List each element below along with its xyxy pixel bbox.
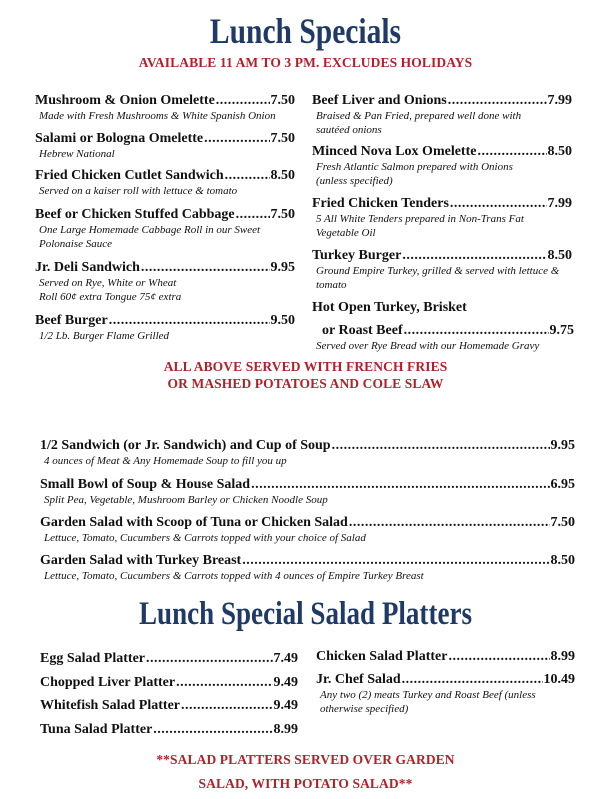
menu-item — [35, 259, 295, 304]
menu-item — [40, 552, 575, 583]
item-price: 8.50 — [270, 168, 295, 183]
item-price: 7.50 — [270, 207, 295, 222]
menu-item — [312, 92, 572, 137]
item-name: Minced Nova Lox Omelette — [312, 144, 477, 159]
item-name: Fried Chicken Tenders — [312, 196, 449, 211]
item-name: Small Bowl of Soup & House Salad — [40, 477, 251, 492]
menu-item — [35, 312, 295, 343]
item-description: Lettuce, Tomato, Cucumbers & Carrots topped with 4 ounces of Empire Turkey Breast — [44, 570, 424, 582]
item-price: 8.50 — [547, 144, 572, 159]
platter-item — [40, 674, 298, 691]
item-price: 7.49 — [273, 651, 298, 666]
item-description: Served on Rye, White or Wheat — [39, 277, 177, 289]
item-name: Beef or Chicken Stuffed Cabbage — [35, 207, 235, 222]
platter-item — [40, 650, 298, 667]
item-price: 8.50 — [550, 553, 575, 568]
item-name: Tuna Salad Platter — [40, 722, 153, 737]
menu-item — [40, 437, 575, 468]
menu-item — [35, 206, 295, 251]
item-price: 7.99 — [547, 196, 572, 211]
item-description: Split Pea, Vegetable, Mushroom Barley or Chicken Noodle Soup — [44, 494, 328, 506]
item-description: 5 All White Tenders prepared in Non-Trans Fat Vegetable Oil — [316, 213, 524, 239]
item-description: 4 ounces of Meat & Any Homemade Soup to fill you up — [44, 455, 287, 467]
item-name: Beef Burger — [35, 313, 108, 328]
item-description: Braised & Pan Fried, prepared well done with sautéed onions — [316, 110, 522, 136]
menu-item — [312, 247, 572, 292]
item-name: Fried Chicken Cutlet Sandwich — [35, 168, 224, 183]
item-price: 7.50 — [270, 131, 295, 146]
item-price: 10.49 — [543, 672, 575, 687]
served-note-line2: OR MASHED POTATOES AND COLE SLAW — [167, 376, 444, 391]
platters-title: Lunch Special Salad Platters — [138, 596, 473, 632]
item-name: Mushroom & Onion Omelette — [35, 93, 215, 108]
item-description-extra: Roll 60¢ extra Tongue 75¢ extra — [39, 291, 182, 303]
menu-item — [312, 143, 572, 188]
item-price: 9.49 — [273, 675, 298, 690]
item-description: Lettuce, Tomato, Cucumbers & Carrots topped with your choice of Salad — [44, 532, 366, 544]
item-description: Served on a kaiser roll with lettuce & tomato — [39, 185, 238, 197]
item-price: 9.50 — [270, 313, 295, 328]
platter-item — [40, 721, 298, 738]
menu-item — [40, 476, 575, 507]
item-name: Garden Salad with Scoop of Tuna or Chicken Salad — [40, 515, 348, 530]
item-description: 1/2 Lb. Burger Flame Grilled — [39, 330, 170, 342]
item-description: Any two (2) meats Turkey and Roast Beef (unless otherwise specified) — [320, 689, 536, 715]
platters-note-line2: SALAD, WITH POTATO SALAD** — [198, 776, 413, 791]
item-name: Garden Salad with Turkey Breast — [40, 553, 242, 568]
item-name: 1/2 Sandwich (or Jr. Sandwich) and Cup of Soup — [40, 438, 331, 453]
item-price: 7.99 — [547, 93, 572, 108]
item-name: Salami or Bologna Omelette — [35, 131, 204, 146]
item-name: Egg Salad Platter — [40, 651, 145, 666]
item-price: 7.50 — [270, 93, 295, 108]
item-name: Beef Liver and Onions — [312, 93, 447, 108]
platter-item — [40, 697, 298, 714]
platter-item — [316, 671, 575, 716]
item-price: 6.95 — [550, 477, 575, 492]
platters-note-line1: **SALAD PLATTERS SERVED OVER GARDEN — [156, 752, 455, 767]
item-name: Whitefish Salad Platter — [40, 698, 180, 713]
menu-item — [40, 514, 575, 545]
item-name: Turkey Burger — [312, 248, 402, 263]
item-price: 9.75 — [549, 323, 574, 338]
item-description: Fresh Atlantic Salmon prepared with Onions (unless specified) — [316, 161, 513, 187]
menu-item — [35, 130, 295, 161]
item-price: 7.50 — [550, 515, 575, 530]
item-price: 8.50 — [547, 248, 572, 263]
item-price: 8.99 — [550, 649, 575, 664]
item-price: 9.49 — [273, 698, 298, 713]
item-name: Jr. Deli Sandwich — [35, 260, 140, 275]
item-name: Jr. Chef Salad — [316, 672, 401, 687]
platter-item — [316, 648, 575, 665]
menu-item — [312, 299, 574, 353]
item-description: One Large Homemade Cabbage Roll in our Sweet Polonaise Sauce — [39, 224, 261, 250]
item-description: Served over Rye Bread with our Homemade Gravy — [316, 340, 540, 352]
item-name-line1: Hot Open Turkey, Brisket — [312, 300, 467, 315]
availability-note: AVAILABLE 11 AM TO 3 PM. EXCLUDES HOLIDAYS — [138, 55, 473, 70]
item-price: 9.95 — [270, 260, 295, 275]
item-price: 9.95 — [550, 438, 575, 453]
menu-item — [35, 167, 295, 198]
item-name: Chopped Liver Platter — [40, 675, 176, 690]
item-description: Ground Empire Turkey, grilled & served with lettuce & tomato — [316, 265, 560, 291]
served-note-line1: ALL ABOVE SERVED WITH FRENCH FRIES — [163, 359, 448, 374]
menu-item — [312, 195, 572, 240]
page-title: Lunch Specials — [209, 11, 402, 51]
menu-item — [35, 92, 295, 123]
item-description: Hebrew National — [39, 148, 115, 160]
item-description: Made with Fresh Mushrooms & White Spanish Onion — [39, 110, 276, 122]
item-price: 8.99 — [273, 722, 298, 737]
item-name: or Roast Beef — [322, 323, 403, 338]
item-name: Chicken Salad Platter — [316, 649, 448, 664]
